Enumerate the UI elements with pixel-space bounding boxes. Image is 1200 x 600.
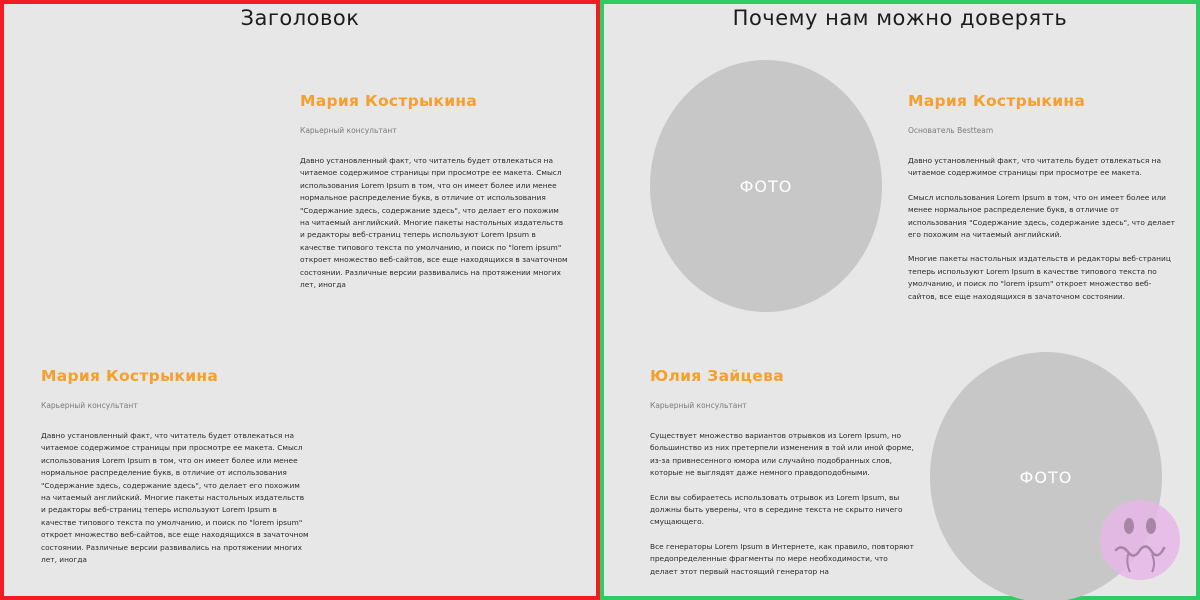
description-paragraph: Если вы собираетесь использовать отрывок из Lorem Ipsum, вы должны быть уверены, что в середине текста не скрыто ничего смущающего. [650,492,903,527]
person-role: Карьерный консультант [650,401,747,410]
person-description: Давно установленный факт, что читатель будет отвлекаться на читаемое содержимое страницы при просмотре ее макета. Смысл использования Lorem Ipsum в том, что он имеет более или менее нормальное распределение букв, в отличие от использования "Содержание здесь, содержание здесь", что делает его похожим на читаемый английский. Многие пакеты настольных издательств и редакторы веб-страниц теперь используют Lorem Ipsum в качестве типового текста по умолчанию, и поиск по "lorem ipsum" откроет множество веб-сайтов, все еще находящихся в зачаточном состоянии. Различные версии развивались на протяжении многих лет, иногда [300,156,568,290]
melting-smiley-icon [1098,498,1182,582]
description-paragraph: Существует множество вариантов отрывков из Lorem Ipsum, но большинство из них претерпели изменения в той или иной форме, из-за привнесенного юмора или случайно подобранных слов, которые не выглядят даже немного правдоподобными. [650,431,914,478]
person-description: Давно установленный факт, что читатель будет отвлекаться на читаемое содержимое страницы при просмотре ее макета. Смысл использования Lorem Ipsum в том, что он имеет более или менее нормальное распределение букв, в отличие от использования "Содержание здесь, содержание здесь", что делает его похожим на читаемый английский. Многие пакеты настольных издательств и редакторы веб-страниц теперь используют Lorem Ipsum в качестве типового текста по умолчанию, и поиск по "lorem ipsum" откроет множество веб-сайтов, все еще находящихся в зачаточном состоянии. Различные версии развивались на протяжении многих лет, иногда [41,431,309,565]
description-paragraph: Многие пакеты настольных издательств и редакторы веб-страниц теперь используют Lorem Ipsum в качестве типового текста по умолчанию, и поиск по "lorem ipsum" откроет множество веб-сайтов, все еще находящихся в зачаточном состоянии. [908,254,1171,301]
person-role: Карьерный консультант [41,401,138,410]
person-name: Мария Кострыкина [300,92,478,110]
description-paragraph: Давно установленный факт, что читатель будет отвлекаться на читаемое содержимое страницы при просмотре ее макета. [908,156,1161,178]
person-name: Мария Кострыкина [41,367,219,385]
photo-label: ФОТО [1019,467,1073,487]
photo-label: ФОТО [739,176,793,196]
right-card-top [908,92,1178,303]
photo-placeholder [650,60,882,312]
person-name: Мария Кострыкина [908,92,1086,110]
description-paragraph: Все генераторы Lorem Ipsum в Интернете, как правило, повторяют предопределенные фрагменты по мере необходимости, что делает этот первый настоящий генератор на [650,541,914,576]
person-role: Основатель Bestteam [908,126,994,135]
person-role: Карьерный консультант [300,126,397,135]
right-panel-title: Почему нам можно доверять [732,6,1068,30]
left-card-bottom [41,367,311,566]
left-panel-title: Заголовок [240,6,360,30]
person-name: Юлия Зайцева [650,367,784,385]
description-paragraph: Смысл использования Lorem Ipsum в том, что он имеет более или менее нормальное распределение букв, в отличие от использования "Содержание здесь, содержание здесь", что делает его похожим на читаемый английский. [908,192,1175,240]
right-card-bottom [650,367,914,578]
left-card-top [300,92,570,291]
